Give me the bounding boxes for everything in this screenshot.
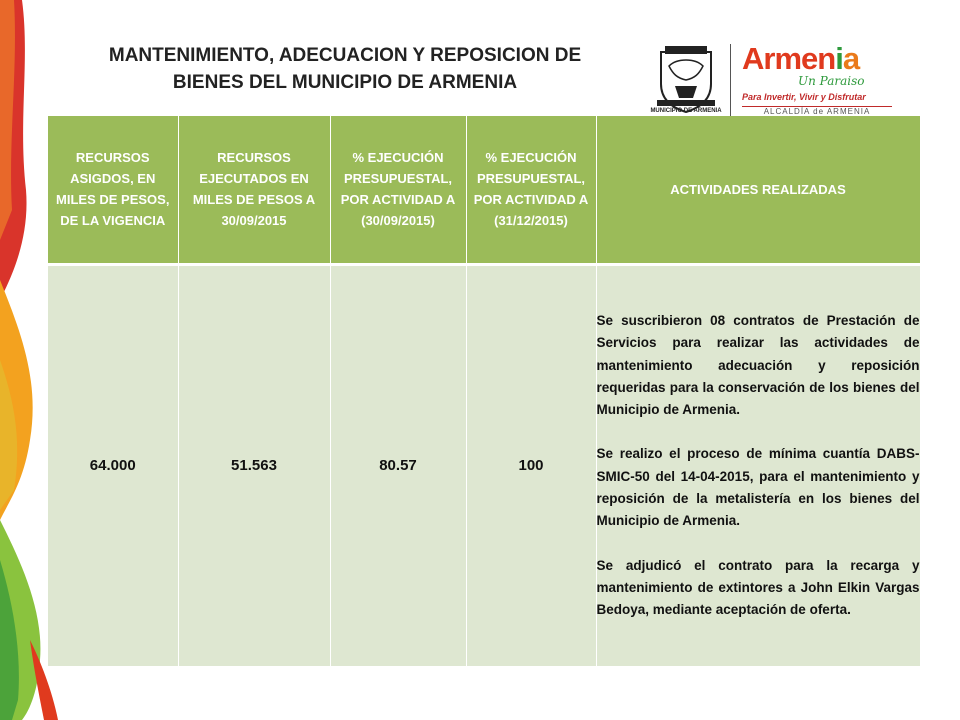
brand-alcaldia: ALCALDÍA de ARMENIA: [742, 106, 892, 116]
table-header-row: [48, 116, 920, 264]
header-actividades: ACTIVIDADES REALIZADAS: [596, 116, 920, 264]
header-recursos-asignados: RECURSOS ASIGDOS, EN MILES DE PESOS, DE LA VIGENCIA: [48, 116, 178, 264]
municipal-crest-icon: [655, 44, 717, 114]
header-ejecucion-diciembre: % EJECUCIÓN PRESUPUESTAL, POR ACTIVIDAD A (31/12/2015): [466, 116, 596, 264]
cell-recursos-ejecutados: 51.563: [178, 264, 330, 666]
logo-divider: [730, 44, 731, 116]
slide-title: [80, 42, 610, 96]
brand-tagline: Un Paraiso: [798, 74, 865, 88]
brand-name-part-1: Armen: [742, 41, 836, 76]
activity-paragraph: Se suscribieron 08 contratos de Prestación de Servicios para realizar las actividades de mantenimiento adecuación y reposición requeridas para la conservación de los bienes del Municipio de Armenia.: [596, 312, 920, 418]
brand-name-part-3: a: [842, 41, 860, 76]
activity-paragraph: Se realizo el proceso de mínima cuantía DABS-SMIC-50 del 14-04-2015, para el mantenimiento y reposición de la metalistería en los bienes del Municipio de Armenia.: [596, 446, 920, 529]
logo-area: [650, 40, 910, 120]
brand-name: [742, 40, 910, 78]
budget-table: [48, 116, 921, 666]
cell-recursos-asignados: 64.000: [48, 264, 178, 666]
paragraph-spacer: [597, 533, 920, 555]
activity-paragraph: Se adjudicó el contrato para la recarga y mantenimiento de extintores a John Elkin Vargas Bedoya, mediante aceptación de oferta.: [596, 557, 920, 618]
brand-name-part-2: i: [835, 41, 843, 76]
cell-actividades: [596, 264, 920, 666]
crest-label: MUNICIPIO DE ARMENIA: [650, 108, 722, 114]
title-line-2: BIENES DEL MUNICIPIO DE ARMENIA: [172, 72, 518, 93]
header-recursos-ejecutados: RECURSOS EJECUTADOS EN MILES DE PESOS A 30/09/2015: [178, 116, 330, 264]
cell-ejecucion-diciembre: 100: [466, 264, 596, 666]
paragraph-spacer: [597, 421, 920, 443]
armenia-brand-logo: [742, 40, 910, 116]
brand-subtitle: Para Invertir, Vivir y Disfrutar: [742, 92, 866, 102]
table-row: [48, 264, 920, 666]
cell-ejecucion-septiembre: 80.57: [330, 264, 466, 666]
header-ejecucion-septiembre: % EJECUCIÓN PRESUPUESTAL, POR ACTIVIDAD A (30/09/2015): [330, 116, 466, 264]
title-line-1: MANTENIMIENTO, ADECUACION Y REPOSICION DE: [108, 45, 582, 66]
